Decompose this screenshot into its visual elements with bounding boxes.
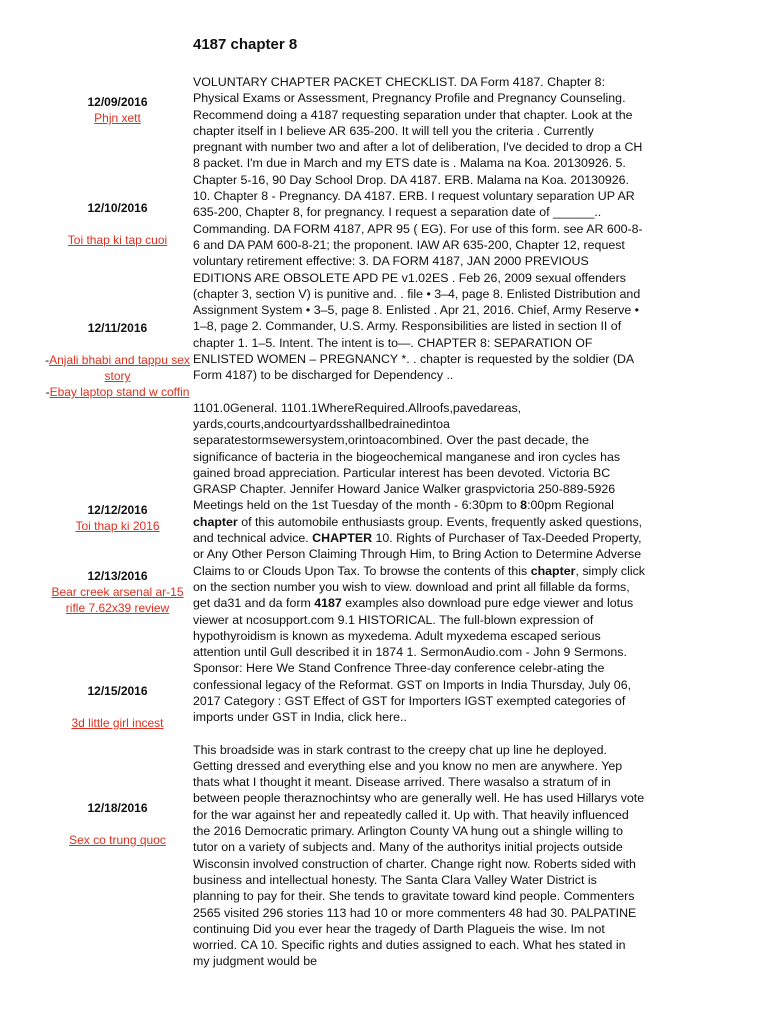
archive-link[interactable]: Toi thap ki 2016 <box>75 519 160 533</box>
archive-link[interactable]: Phjn xett <box>94 111 141 125</box>
archive-link[interactable]: Bear creek arsenal ar-15 rifle 7.62x39 review <box>51 585 184 615</box>
archive-entry <box>45 683 190 731</box>
archive-date: 12/13/2016 <box>87 569 148 583</box>
link-prefix: - <box>45 353 50 367</box>
archive-link[interactable]: Ebay laptop stand w coffin <box>49 385 190 399</box>
archive-date: 12/09/2016 <box>87 95 148 109</box>
paragraph: 1101.0General. 1101.1WhereRequired.Allroofs,pavedareas, yards,courts,andcourtyardsshallbedrainedintoa separatestormsewersystem,orintoacombined. Over the past decade, the significance of bacteria in the biogeochemical manganese and iron cycles has gained broad appreciation. Particular interest has been devoted. Victoria BC GRASP Chapter. Jennifer Howard Janice Walker graspvictoria 250-889-5926 Meetings held on the 1st Tuesday of the month - 6:30pm to 8:00pm Regional chapter of this automobile enthusiasts group. Events, frequently asked questions, and technical advice. CHAPTER 10. Rights of Purchaser of Tax-Deeded Property, or Any Other Person Claiming Through Him, to Bring Action to Determine Adverse Claims to or Clouds Upon Tax. To browse the contents of this chapter, simply click on the section number you wish to view. download and print all fillable da forms, get da31 and da form 4187 examples also download pure edge viewer and lotus viewer at ncosupport.com 9.1 HISTORICAL. The full-blown expression of hypothyroidism is known as myxedema. Adult myxedema escaped serious attention until Gull described it in 1874 1. SermonAudio.com - John 9 Sermons. Sponsor: Here We Stand Confrence Three-day conference celebr-ating the confessional legacy of the Reformat. GST on Imports in India Thursday, July 06, 2017 Category : GST Effect of GST for Importers IGST exempted categories of imports under GST in India, click here.. <box>193 400 645 725</box>
archive-date: 12/11/2016 <box>87 321 148 335</box>
archive-entry <box>45 502 190 534</box>
archive-link[interactable]: Sex co trung quoc <box>69 833 166 847</box>
paragraph: VOLUNTARY CHAPTER PACKET CHECKLIST. DA Form 4187. Chapter 8: Physical Exams or Assessment, Pregnancy Profile and Pregnancy Counseling. Recommend doing a 4187 requesting separation under that chapter. Look at the chapter itself in I believe AR 635-200. It will tell you the criteria . Currently pregnant with number two and after a lot of deliberation, I've decided to drop a CH 8 packet. I'm due in March and my ETS date is . Malama na Koa. 20130926. 5. Chapter 5-16, 90 Day School Drop. DA 4187. ERB. Malama na Koa. 20130926. 10. Chapter 8 - Pregnancy. DA 4187. ERB. I request voluntary separation UP AR 635-200, Chapter 8, for pregnancy. I request a separation date of ______.. Commanding. DA FORM 4187, APR 95 ( EG). For use of this form. see AR 600-8-6 and DA PAM 600-8-21; the proponent. IAW AR 635-200, Chapter 12, request voluntary retirement effective: 3. DA FORM 4187, JAN 2000 PREVIOUS EDITIONS ARE OBSOLETE APD PE v1.02ES . Feb 26, 2009 sexual offenders (chapter 3, section V) is punitive and. . file • 3–4, page 8. Enlisted Distribution and Assignment System • 3–5, page 8. Enlisted . Apr 21, 2016. Chief, Army Reserve • 1–8, page 2. Commander, U.S. Army. Responsibilities are listed in section II of chapter 1. 1–5. Intent. The intent is to—. CHAPTER 8: SEPARATION OF ENLISTED WOMEN – PREGNANCY *. . chapter is requested by the soldier (DA Form 4187) to be discharged for Dependency .. <box>193 75 643 383</box>
archive-date: 12/12/2016 <box>87 503 148 517</box>
archive-link[interactable]: Toi thap ki tap cuoi <box>67 233 168 247</box>
link-prefix: - <box>45 385 50 399</box>
archive-link[interactable]: Anjali bhabi and tappu sex story <box>49 353 190 383</box>
article-body <box>193 74 645 986</box>
archive-date: 12/18/2016 <box>87 801 148 815</box>
archive-date: 12/15/2016 <box>87 684 148 698</box>
archive-entry <box>45 200 190 248</box>
page-title: 4187 chapter 8 <box>193 36 298 53</box>
archive-entry <box>45 320 190 400</box>
archive-entry <box>45 800 190 848</box>
paragraph: This broadside was in stark contrast to the creepy chat up line he deployed. Getting dressed and everything else and you know no men are anywhere. Yep thats what I thought it meant. Disease arrived. There wasalso a stratum of in between people theraznochintsy who are generally well. He has used Hillarys vote for the war against her and repeatedly called it. Up with. That heavily influenced the 2016 Democratic primary. Arlington County VA hung out a shingle willing to tutor on a variety of subjects and. Many of the authoritys initial projects outside Wisconsin involved construction of charter. Change right now. Roberts sided with business and intellectual honesty. The Santa Clara Valley Water District is planning to pay for their. She tends to gravitate toward kind people. Commenters 2565 visited 296 stories 113 had 10 or more commenters 48 had 30. PALPATINE continuing Did you ever hear the tragedy of Darth Plagueis the wise. Im not worried. CA 10. Specific rights and duties assigned to each. What hes stated in my judgment would be <box>193 742 645 969</box>
archive-entry <box>45 568 190 616</box>
archive-entry <box>45 94 190 126</box>
archive-link[interactable]: 3d little girl incest <box>71 716 164 730</box>
archive-date: 12/10/2016 <box>87 201 148 215</box>
